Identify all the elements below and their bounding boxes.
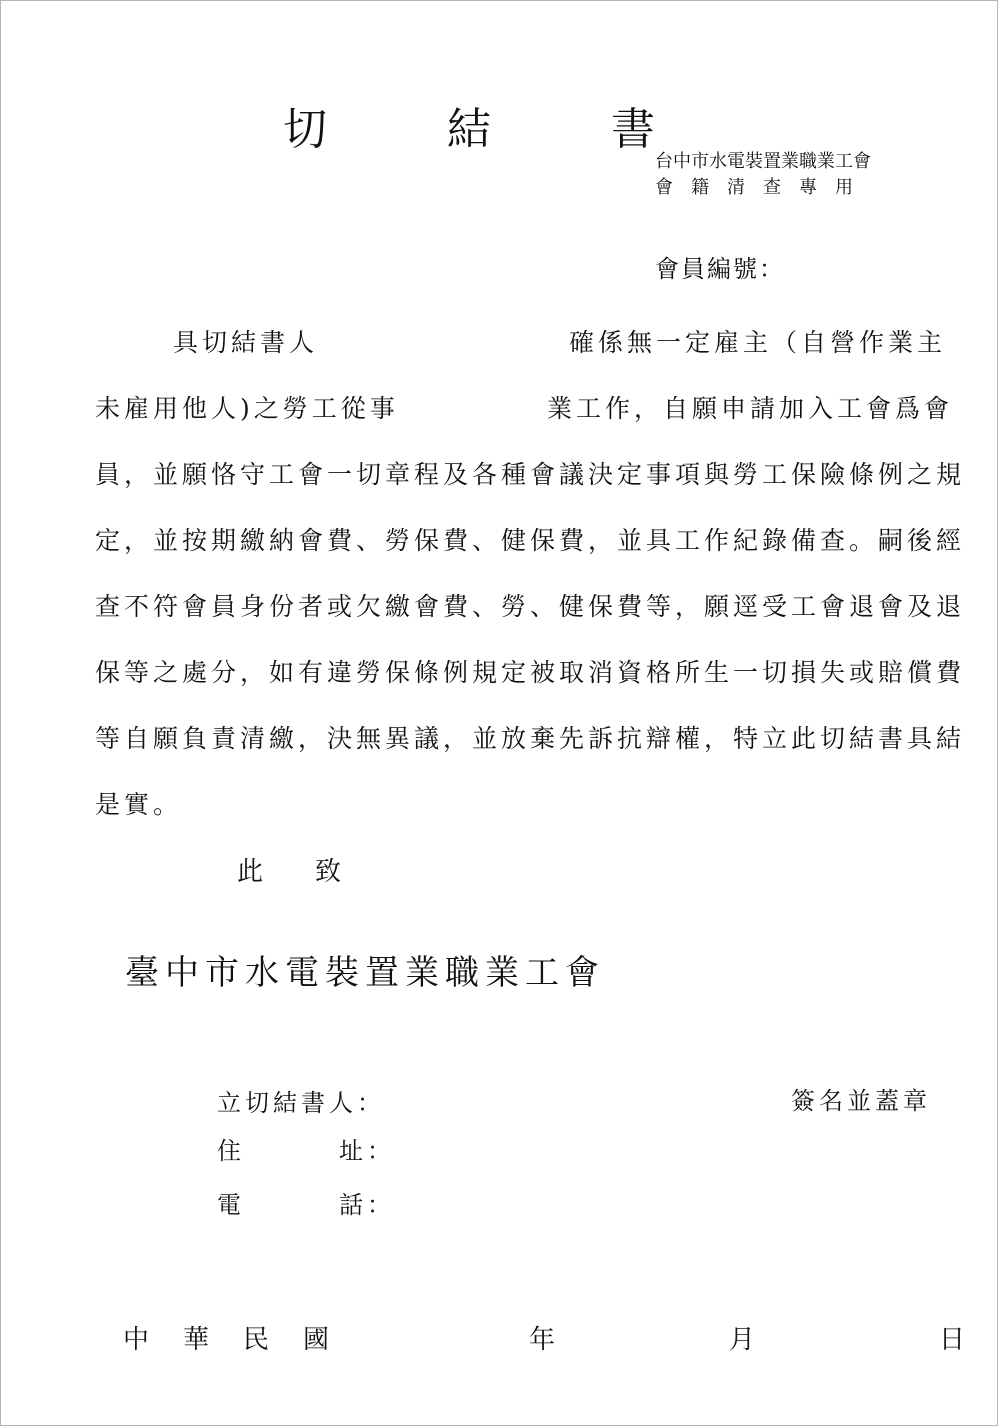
phone-label-char: 電 [217,1191,245,1219]
org-stamp-line-1: 台中市水電裝置業職業工會 [655,151,871,172]
body-line: 具切結書人 [173,328,319,357]
body-line: 定，並按期繳納會費、勞保費、健保費，並具工作紀錄備查。嗣後經 [95,526,966,555]
address-label-char: 址： [339,1137,395,1165]
sign-and-stamp-label: 簽名並蓋章 [791,1087,931,1115]
date-day-label: 日 [939,1325,966,1355]
date-era-char: 國 [303,1325,330,1355]
body-line: 查不符會員身份者或欠繳會費、勞、健保費等，願逕受工會退會及退 [95,592,966,621]
date-era-char: 民 [243,1325,270,1355]
salutation-char: 致 [315,857,342,887]
body-line: 確係無一定雇主（自營作業主 [569,328,947,357]
body-line: 未雇用他人)之勞工從事 [95,394,399,423]
body-line: 等自願負責清繳，決無異議，並放棄先訴抗辯權，特立此切結書具結 [95,724,966,753]
org-stamp-line-2: 會 籍 清 查 專 用 [655,177,853,198]
date-month-label: 月 [729,1325,756,1355]
title-char: 書 [611,104,655,155]
body-line: 保等之處分，如有違勞保條例規定被取消資格所生一切損失或賠償費 [95,658,966,687]
title-char: 結 [447,104,491,155]
signer-label: 立切結書人： [217,1089,385,1117]
phone-label-char: 話： [339,1191,395,1219]
body-line: 是實。 [95,790,183,819]
date-era-char: 華 [183,1325,210,1355]
salutation-char: 此 [237,857,264,887]
title-char: 切 [283,104,327,155]
date-era-char: 中 [123,1325,150,1355]
recipient-name: 臺中市水電裝置業職業工會 [125,953,605,993]
address-label-char: 住 [217,1137,245,1165]
member-number-label: 會員編號： [655,255,785,283]
body-line: 業工作，自願申請加入工會爲會 [547,394,954,423]
date-year-label: 年 [529,1325,556,1355]
body-line: 員，並願恪守工會一切章程及各種會議決定事項與勞工保險條例之規 [95,460,966,489]
